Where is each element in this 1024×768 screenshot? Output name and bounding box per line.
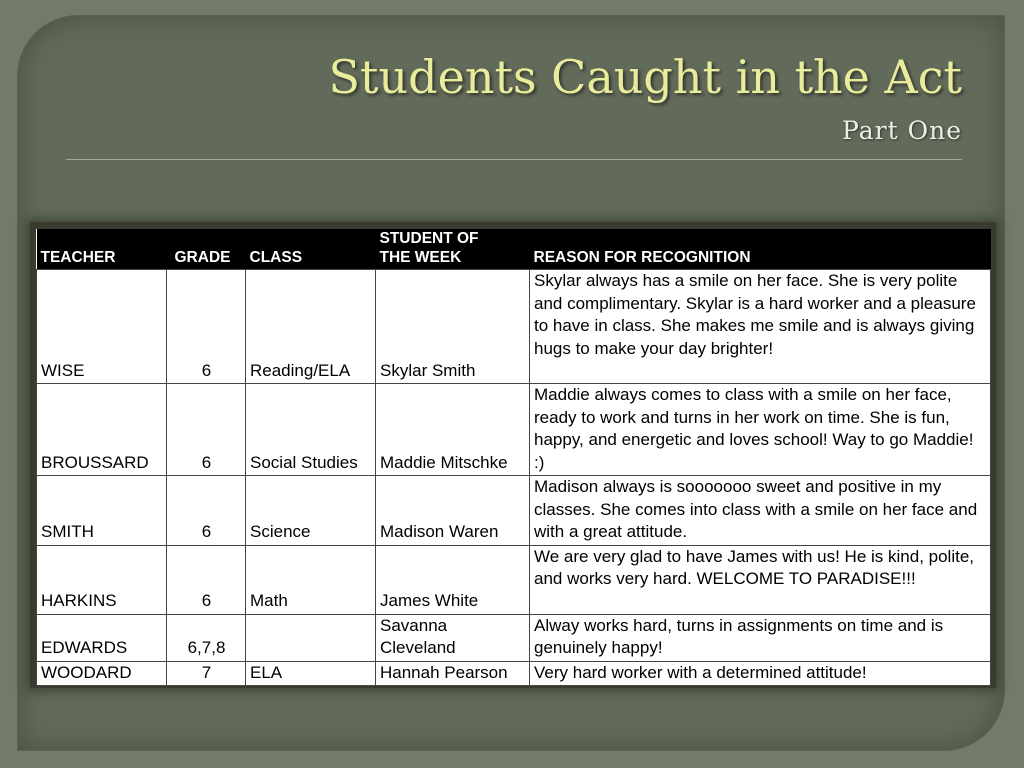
cell-grade: 6 — [167, 270, 246, 384]
header-teacher: TEACHER — [37, 229, 167, 270]
title-divider — [66, 159, 962, 160]
cell-reason: Madison always is sooooooo sweet and positive in my classes. She comes into class with a smile on her face and with a great attitude. — [530, 476, 991, 546]
cell-grade: 6 — [167, 545, 246, 614]
header-student-line2: THE WEEK — [379, 249, 462, 266]
cell-reason: Maddie always comes to class with a smile on her face, ready to work and turns in her work on time. She is fun, happy, and energetic and loves school! Way to go Maddie! :) — [530, 384, 991, 476]
cell-grade: 7 — [167, 661, 246, 686]
cell-reason: Skylar always has a smile on her face. She is very polite and complimentary. Skylar is a hard worker and a pleasure to have in class. She makes me smile and is always giving hugs to make your day brighter! — [530, 270, 991, 384]
cell-student: Maddie Mitschke — [376, 384, 530, 476]
cell-student: James White — [376, 545, 530, 614]
cell-grade: 6 — [167, 476, 246, 546]
slide-subtitle: Part One — [842, 116, 962, 145]
header-grade: GRADE — [167, 229, 246, 270]
cell-teacher: HARKINS — [37, 545, 167, 614]
table-row — [37, 614, 991, 661]
cell-class: Reading/ELA — [246, 270, 376, 384]
table-row — [37, 270, 991, 384]
cell-class: Social Studies — [246, 384, 376, 476]
cell-class: Science — [246, 476, 376, 546]
cell-grade: 6,7,8 — [167, 614, 246, 661]
header-student-line1: STUDENT OF — [379, 230, 479, 247]
cell-student-line1: Savanna — [380, 615, 448, 635]
cell-teacher: WISE — [37, 270, 167, 384]
cell-student: Madison Waren — [376, 476, 530, 546]
cell-class: ELA — [246, 661, 376, 686]
slide-title: Students Caught in the Act — [328, 50, 962, 104]
cell-student: Skylar Smith — [376, 270, 530, 384]
header-row — [37, 229, 991, 270]
cell-teacher: SMITH — [37, 476, 167, 546]
cell-teacher: EDWARDS — [37, 614, 167, 661]
cell-student: Hannah Pearson — [376, 661, 530, 686]
cell-reason: Very hard worker with a determined attitude! — [530, 661, 991, 686]
table-row — [37, 545, 991, 614]
cell-reason: Alway works hard, turns in assignments on time and is genuinely happy! — [530, 614, 991, 661]
cell-student-line2: Cleveland — [380, 638, 456, 657]
cell-teacher: WOODARD — [37, 661, 167, 686]
table-row — [37, 476, 991, 546]
table-row — [37, 661, 991, 686]
header-student — [376, 229, 530, 270]
table-frame — [30, 222, 996, 688]
cell-class: Math — [246, 545, 376, 614]
cell-teacher: BROUSSARD — [37, 384, 167, 476]
cell-student — [376, 614, 530, 661]
recognition-table — [36, 229, 991, 686]
header-reason: REASON FOR RECOGNITION — [530, 229, 991, 270]
header-class: CLASS — [246, 229, 376, 270]
cell-reason: We are very glad to have James with us! He is kind, polite, and works very hard. WELCOME TO PARADISE!!! — [530, 545, 991, 614]
cell-grade: 6 — [167, 384, 246, 476]
table-row — [37, 384, 991, 476]
cell-class — [246, 614, 376, 661]
